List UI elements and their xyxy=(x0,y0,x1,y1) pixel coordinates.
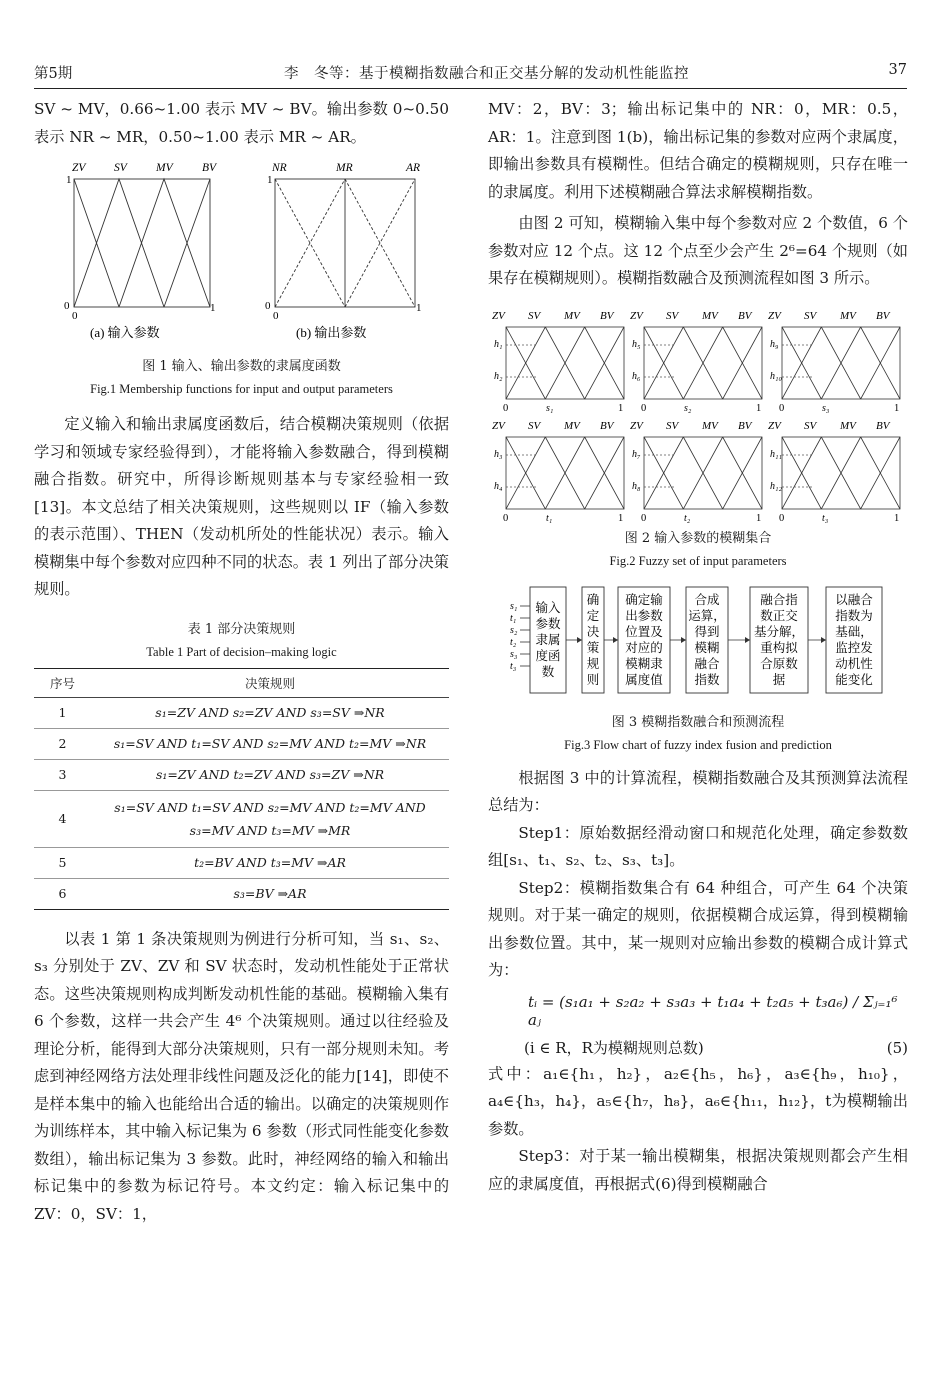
fig3-step-text: 属度值 xyxy=(625,671,663,687)
figure-3 xyxy=(488,579,908,711)
fig2-h-lower: h₁₂ xyxy=(770,480,782,492)
figure-1 xyxy=(34,159,449,355)
right-column xyxy=(488,96,908,1198)
fig3-step-text: 合成 xyxy=(694,591,720,607)
fig3-arrowhead xyxy=(745,637,750,643)
equation-5: tᵢ = (s₁a₁ + s₂a₂ + s₃a₃ + t₁a₄ + t₂a₅ + t₃a₆) / Σⱼ₌₁⁶ aⱼ xyxy=(528,992,898,1029)
fig3-input-label: t₃ xyxy=(510,660,517,672)
fig1b-plot xyxy=(275,179,415,307)
fig3-step-text: 规 xyxy=(586,655,600,671)
fig3-step-text: 数 xyxy=(541,663,555,679)
fig3-step-text: 得到 xyxy=(694,623,720,639)
fig3-step-text: 运算， xyxy=(688,607,726,623)
fig3-step-text: 决 xyxy=(586,623,600,639)
fig2-label-sv: SV xyxy=(804,309,817,322)
fig1-caption: 图 1 输入、输出参数的隶属度函数 xyxy=(142,359,341,374)
fig2-label-zv: ZV xyxy=(492,419,505,432)
fig3-step-text: 融合 xyxy=(694,655,720,671)
intro-paragraph: SV ~ MV，0.66~1.00 表示 MV ~ BV。输出参数 0~0.50 表示 NR ~ MR，0.50~1.00 表示 MR ~ AR。 xyxy=(34,100,449,146)
fig2-label-bv: BV xyxy=(738,309,752,322)
fig2-axis-zero: 0 xyxy=(779,402,785,414)
fig3-step-text: 对应的 xyxy=(625,639,663,655)
fig2-var-label: t₁ xyxy=(546,512,553,524)
fig2-var-label: t₂ xyxy=(684,512,691,524)
left-column xyxy=(34,96,449,1228)
row-rule-multiline xyxy=(91,790,449,847)
fig2-axis-one: 1 xyxy=(894,402,900,414)
issue-label: 第5期 xyxy=(34,66,73,82)
fig3-step-text: 度函 xyxy=(535,647,561,663)
fig3-step-text: 确 xyxy=(586,591,600,607)
fig2-label-sv: SV xyxy=(666,309,679,322)
row-index: 4 xyxy=(34,790,91,847)
fig1a-x1: 1 xyxy=(210,302,216,314)
fig1-label-bv: BV xyxy=(202,162,217,174)
fig2-var-label: s₃ xyxy=(822,402,830,414)
fig1a-x0: 0 xyxy=(72,310,78,322)
fig3-step-text: 据 xyxy=(772,671,786,687)
paragraph-5: 根据图 3 中的计算流程，模糊指数融合及其预测算法流程总结为： xyxy=(488,768,908,814)
row-rule-cont: s₃=MV AND t₃=MV ⇒MR xyxy=(189,822,351,838)
fig2-label-mv: MV xyxy=(564,419,580,432)
fig2-h-upper: h₁ xyxy=(494,338,503,350)
fig1-label-mr: MR xyxy=(336,162,353,174)
fig1-sub-a: (a) 输入参数 xyxy=(90,325,160,340)
page-number: 37 xyxy=(888,62,907,78)
header-rule xyxy=(34,88,907,89)
fig2-label-bv: BV xyxy=(876,419,890,432)
fig2-label-sv: SV xyxy=(528,309,541,322)
paragraph-4: 由图 2 可知，模糊输入集中每个参数对应 2 个数值，6 个参数对应 12 个点。这 12 个点至少会产生 2⁶=64 个规则（如果存在模糊规则）。模糊指数融合及预测流程如图 3 所示。 xyxy=(488,214,908,287)
fig1-label-ar: AR xyxy=(406,162,421,174)
decision-rules-table xyxy=(34,668,449,910)
fig2-label-zv: ZV xyxy=(492,309,505,322)
fig3-step-text: 输入 xyxy=(535,599,561,615)
table-header-index: 序号 xyxy=(34,668,91,697)
row-rule: s₃=BV ⇒AR xyxy=(91,878,449,909)
fig3-step-text: 位置及 xyxy=(625,623,663,639)
fig3-input-label: s₃ xyxy=(510,648,518,660)
fig2-label-mv: MV xyxy=(702,419,718,432)
fig3-step-text: 隶属 xyxy=(535,631,561,647)
fig3-input-label: s₁ xyxy=(510,600,518,612)
figure-2 xyxy=(488,305,908,527)
fig2-label-mv: MV xyxy=(564,309,580,322)
row-rule: s₁=ZV AND t₂=ZV AND s₃=ZV ⇒NR xyxy=(91,759,449,790)
row-index: 6 xyxy=(34,878,91,909)
fig3-arrowhead xyxy=(821,637,826,643)
running-title: 李 冬等：基于模糊指数融合和正交基分解的发动机性能监控 xyxy=(284,66,689,82)
fig3-step-text: 确定输 xyxy=(625,591,663,607)
fig2-axis-zero: 0 xyxy=(641,402,647,414)
fig3-step-text: 出参数 xyxy=(625,607,663,623)
row-index: 1 xyxy=(34,697,91,728)
fig2-label-mv: MV xyxy=(840,309,856,322)
row-rule: s₁=SV AND t₁=SV AND s₂=MV AND t₂=MV ⇒NR xyxy=(91,728,449,759)
fig3-step-text: 则 xyxy=(586,671,600,687)
fig1-sub-b: (b) 输出参数 xyxy=(296,325,367,340)
fig3-step-text: 模糊 xyxy=(694,639,720,655)
paragraph-3: MV：2，BV：3；输出标记集中的 NR：0，MR：0.5，AR：1。注意到图 1(b)，输出标记集的参数对应两个隶属度，即输出参数具有模糊性。但结合确定的模糊规则，只存在唯一的隶属度。利用下述模糊融合算法求解模糊指数。 xyxy=(488,100,908,201)
fig2-label-bv: BV xyxy=(600,309,614,322)
fig1a-zero: 0 xyxy=(64,300,70,312)
fig1a-plot xyxy=(74,179,210,307)
equation-note: (i ∈ R，R为模糊规则总数) xyxy=(524,1038,704,1057)
fig3-step-text: 定 xyxy=(586,607,600,623)
fig3-step-text: 指数为 xyxy=(835,607,873,623)
fig3-input-label: t₂ xyxy=(510,636,517,648)
fig2-var-label: t₃ xyxy=(822,512,829,524)
table-row xyxy=(34,847,449,878)
table-row xyxy=(34,759,449,790)
table-row xyxy=(34,728,449,759)
equation-definitions: 式中：a₁∈{h₁，h₂}，a₂∈{h₅，h₆}，a₃∈{h₉，h₁₀}，a₄∈{h₃，h₄}，a₅∈{h₇，h₈}，a₆∈{h₁₁，h₁₂}，t为模糊输出参数。 xyxy=(488,1064,908,1138)
fig3-step-text: 参数 xyxy=(535,615,561,631)
fig2-label-zv: ZV xyxy=(768,419,781,432)
fig3-step-text: 融合指 xyxy=(760,591,798,607)
fig2-label-zv: ZV xyxy=(630,419,643,432)
table1-title-en: Table 1 Part of decision–making logic xyxy=(146,644,337,659)
fig1-label-zv: ZV xyxy=(72,162,86,174)
fig1-label-nr: NR xyxy=(272,162,287,174)
fig1-label-sv: SV xyxy=(114,162,127,174)
fig3-step-text: 重构拟 xyxy=(760,639,798,655)
row-rule: s₁=SV AND t₁=SV AND s₂=MV AND t₂=MV AND xyxy=(114,799,426,815)
fig3-step-text: 模糊隶 xyxy=(625,655,663,671)
fig1-label-mv: MV xyxy=(156,162,173,174)
fig2-axis-one: 1 xyxy=(618,402,624,414)
fig3-arrowhead xyxy=(613,637,618,643)
fig2-axis-zero: 0 xyxy=(503,512,509,524)
step-1: Step1：原始数据经滑动窗口和规范化处理，确定参数数组[s₁、t₁、s₂、t₂、s₃、t₃]。 xyxy=(488,823,908,869)
fig3-caption: 图 3 模糊指数融合和预测流程 xyxy=(611,714,785,730)
row-index: 5 xyxy=(34,847,91,878)
fig3-arrowhead xyxy=(577,637,582,643)
fig1b-x0: 0 xyxy=(273,310,279,322)
fig2-caption: 图 2 输入参数的模糊集合 xyxy=(624,530,772,546)
fig2-label-bv: BV xyxy=(600,419,614,432)
fig2-var-label: s₂ xyxy=(684,402,692,414)
fig3-step-text: 监控发 xyxy=(835,639,873,655)
fig2-axis-zero: 0 xyxy=(641,512,647,524)
fig1b-one: 1 xyxy=(267,174,273,186)
table-row xyxy=(34,878,449,909)
fig2-axis-zero: 0 xyxy=(779,512,785,524)
fig3-step-text: 能变化 xyxy=(835,671,873,687)
fig2-label-mv: MV xyxy=(840,419,856,432)
fig2-axis-zero: 0 xyxy=(503,402,509,414)
table-row xyxy=(34,697,449,728)
table-header-rule: 决策规则 xyxy=(91,668,449,697)
fig2-axis-one: 1 xyxy=(756,402,762,414)
fig3-step-text: 基础， xyxy=(835,623,873,639)
fig2-h-lower: h₂ xyxy=(494,370,503,382)
equation-number: (5) xyxy=(886,1038,908,1057)
fig2-label-bv: BV xyxy=(738,419,752,432)
fig3-step-text: 指数 xyxy=(694,671,720,687)
fig3-arrowhead xyxy=(681,637,686,643)
fig1b-zero: 0 xyxy=(265,300,271,312)
fig2-label-zv: ZV xyxy=(630,309,643,322)
table-row xyxy=(34,790,449,847)
fig1-caption-en: Fig.1 Membership functions for input and output parameters xyxy=(90,382,393,396)
fig2-axis-one: 1 xyxy=(894,512,900,524)
step-3: Step3：对于某一输出模糊集，根据决策规则都会产生相应的隶属度值，再根据式(6)得到模糊融合 xyxy=(488,1147,908,1193)
fig2-label-zv: ZV xyxy=(768,309,781,322)
fig2-label-sv: SV xyxy=(804,419,817,432)
fig3-step-text: 数正交 xyxy=(760,607,798,623)
fig2-axis-one: 1 xyxy=(618,512,624,524)
fig3-caption-en: Fig.3 Flow chart of fuzzy index fusion and prediction xyxy=(564,737,832,752)
fig2-h-upper: h₁₁ xyxy=(770,448,782,460)
fig3-input-label: t₁ xyxy=(510,612,517,624)
paragraph-2: 以表 1 第 1 条决策规则为例进行分析可知，当 s₁、s₂、s₃ 分别处于 ZV、ZV 和 SV 状态时，发动机性能处于正常状态。这些决策规则构成判断发动机性能的基础。模糊输入集有 6 个参数，这样一共会产生 4⁶ 个决策规则。通过以往经验及理论分析，能得到大部分决策规则，只有一部分规则未知。考虑到神经网络方法处理非线性问题及泛化的能力[14]，即使不是样本集中的输入也能给出合适的输出。以确定的决策规则作为训练样本，其中输入标记集为 6 参数（形式同性能变化参数数组），输出标记集为 3 参数。此时，神经网络的输入和输出标记集中的参数为标记符号。本文约定：输入标记集中的 ZV：0，SV：1， xyxy=(34,929,449,1223)
fig2-h-lower: h₈ xyxy=(632,480,641,492)
fig2-caption-en: Fig.2 Fuzzy set of input parameters xyxy=(609,553,787,568)
fig2-h-lower: h₆ xyxy=(632,370,641,382)
fig2-label-mv: MV xyxy=(702,309,718,322)
fig2-label-bv: BV xyxy=(876,309,890,322)
fig2-h-upper: h₃ xyxy=(494,448,503,460)
fig3-input-label: s₂ xyxy=(510,624,518,636)
fig2-label-sv: SV xyxy=(528,419,541,432)
row-index: 2 xyxy=(34,728,91,759)
fig2-h-lower: h₄ xyxy=(494,480,503,492)
row-rule: t₂=BV AND t₃=MV ⇒AR xyxy=(91,847,449,878)
fig2-axis-one: 1 xyxy=(756,512,762,524)
step-2: Step2：模糊指数集合有 64 种组合，可产生 64 个决策规则。对于某一确定的规则，依据模糊合成运算，得到模糊输出参数位置。其中，某一规则对应输出参数的模糊合成计算式为： xyxy=(488,878,908,979)
fig2-h-upper: h₉ xyxy=(770,338,779,350)
fig3-step-text: 合原数 xyxy=(760,655,798,671)
row-rule: s₁=ZV AND s₂=ZV AND s₃=SV ⇒NR xyxy=(91,697,449,728)
running-header xyxy=(34,62,907,86)
fig2-h-upper: h₇ xyxy=(632,448,641,460)
row-index: 3 xyxy=(34,759,91,790)
fig2-h-upper: h₅ xyxy=(632,338,641,350)
fig2-var-label: s₁ xyxy=(546,402,554,414)
fig1b-x1: 1 xyxy=(416,302,422,314)
fig3-step-text: 策 xyxy=(586,639,600,655)
paragraph-1: 定义输入和输出隶属度函数后，结合模糊决策规则（依据学习和领域专家经验得到），才能将输入参数融合，得到模糊融合指数。研究中，所得诊断规则基本与专家经验相一致[13]。本文总结了相关决策规则，这些规则以 IF（输入参数的表示范围）、THEN（发动机所处的性能状况）表示。输入模糊集中每个参数对应四种不同的状态。表 1 列出了部分决策规则。 xyxy=(34,415,449,598)
fig2-h-lower: h₁₀ xyxy=(770,370,782,382)
fig2-label-sv: SV xyxy=(666,419,679,432)
equation-note-row xyxy=(488,1035,908,1061)
fig3-step-text: 基分解， xyxy=(753,623,805,639)
fig3-step-text: 动机性 xyxy=(835,655,873,671)
fig1a-one: 1 xyxy=(66,174,72,186)
table1-title: 表 1 部分决策规则 xyxy=(187,621,296,637)
fig3-step-text: 以融合 xyxy=(835,591,873,607)
